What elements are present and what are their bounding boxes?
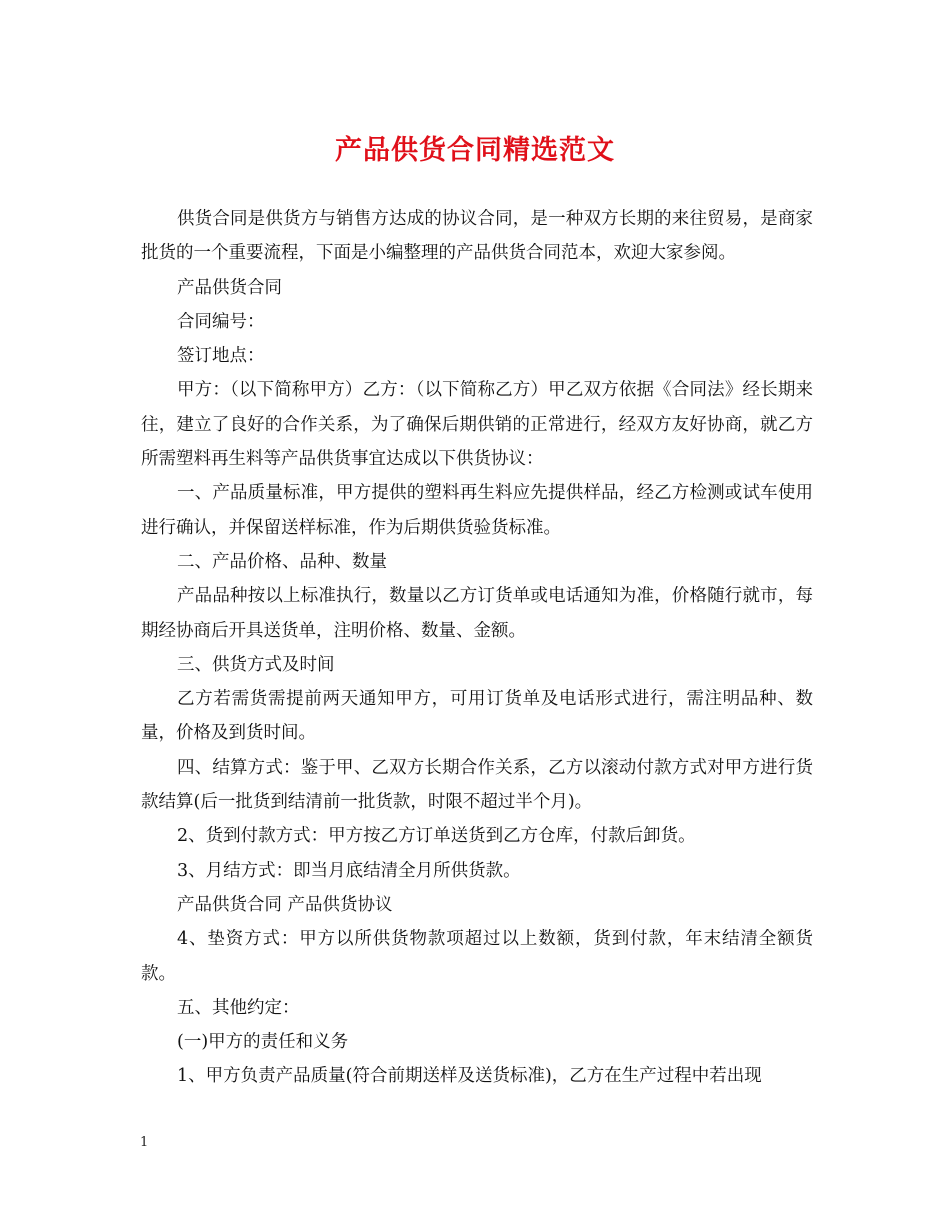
paragraph-signing-place: 签订地点： — [177, 346, 265, 367]
paragraph-section-price: 二、产品价格、品种、数量 — [177, 551, 387, 572]
paragraph-delivery-details: 乙方若需货需提前两天通知甲方，可用订货单及电话形式进行，需注明品种、数量，价格及到货时间。 — [141, 689, 813, 744]
paragraph-advance-payment: 4、垫资方式：甲方以所供货物款项超过以上数额，货到付款，年末结清全额货款。 — [141, 929, 813, 984]
paragraph-quality-duty: 1、甲方负责产品质量(符合前期送样及送货标准)，乙方在生产过程中若出现 — [177, 1066, 762, 1087]
paragraph-section-other: 五、其他约定： — [177, 997, 300, 1018]
page-number: 1 — [140, 1135, 149, 1150]
document-title: 产品供货合同精选范文 — [335, 135, 615, 166]
paragraph-cod: 2、货到付款方式：甲方按乙方订单送货到乙方仓库，付款后卸货。 — [177, 826, 696, 847]
paragraph-intro: 供货合同是供货方与销售方达成的协议合同，是一种双方长期的来往贸易，是商家批货的一个重要流程，下面是小编整理的产品供货合同范本，欢迎大家参阅。 — [141, 209, 813, 264]
paragraph-contract-number: 合同编号： — [177, 311, 265, 332]
paragraph-monthly: 3、月结方式：即当月底结清全月所供货款。 — [177, 860, 521, 881]
paragraph-contract-heading: 产品供货合同 — [177, 277, 282, 298]
paragraph-price-details: 产品品种按以上标准执行，数量以乙方订货单或电话通知为准，价格随行就市，每期经协商后开具送货单，注明价格、数量、金额。 — [141, 586, 813, 641]
paragraph-settlement: 四、结算方式：鉴于甲、乙双方长期合作关系，乙方以滚动付款方式对甲方进行货款结算(后一批货到结清前一批货款，时限不超过半个月)。 — [141, 757, 813, 813]
paragraph-parties: 甲方：（以下简称甲方）乙方：（以下简称乙方）甲乙双方依据《合同法》经长期来往，建立了良好的合作关系，为了确保后期供销的正常进行，经双方友好协商，就乙方所需塑料再生料等产品供货事宜达成以下供货协议： — [141, 380, 813, 470]
document-body — [141, 202, 813, 1094]
paragraph-section-delivery: 三、供货方式及时间 — [177, 654, 335, 675]
paragraph-party-a-duties: (一)甲方的责任和义务 — [177, 1032, 349, 1053]
paragraph-quality-standard: 一、产品质量标准，甲方提供的塑料再生料应先提供样品，经乙方检测或试车使用进行确认，并保留送样标准，作为后期供货验货标准。 — [141, 483, 813, 538]
paragraph-subheading: 产品供货合同 产品供货协议 — [177, 894, 393, 915]
